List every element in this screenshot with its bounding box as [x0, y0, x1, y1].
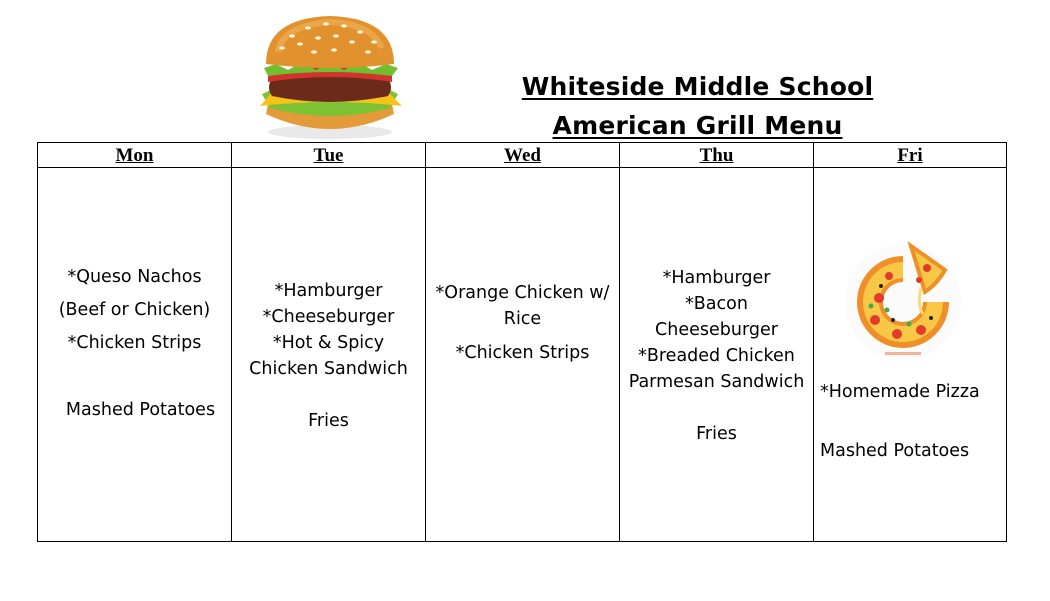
school-name: Whiteside Middle School — [521, 72, 874, 101]
thu-item: Parmesan Sandwich — [628, 372, 805, 392]
mon-item: *Queso Nachos — [67, 267, 202, 287]
day-header-thu: Thu — [620, 143, 813, 168]
wed-item: *Orange Chicken w/ — [435, 283, 610, 303]
tue-item: Chicken Sandwich — [249, 359, 408, 379]
column-divider — [813, 143, 814, 541]
fri-item: *Homemade Pizza — [820, 382, 980, 402]
tue-item: *Hamburger — [274, 281, 383, 301]
mon-item: *Chicken Strips — [67, 333, 202, 353]
day-header-tue: Tue — [232, 143, 425, 168]
fri-side: Mashed Potatoes — [820, 441, 970, 461]
day-header-mon: Mon — [38, 143, 231, 168]
day-header-wed: Wed — [426, 143, 619, 168]
mon-item: (Beef or Chicken) — [58, 300, 211, 320]
day-header-fri: Fri — [814, 143, 1006, 168]
mon-side: Mashed Potatoes — [65, 400, 216, 420]
wed-item: Rice — [503, 309, 542, 329]
tue-item: *Cheeseburger — [262, 307, 395, 327]
hamburger-image — [252, 12, 408, 142]
pizza-image — [841, 240, 965, 364]
thu-item: *Breaded Chicken — [638, 346, 795, 366]
tue-item: *Hot & Spicy — [272, 333, 385, 353]
thu-item: *Bacon — [685, 294, 748, 314]
tue-side: Fries — [308, 411, 349, 431]
wed-item: *Chicken Strips — [455, 343, 590, 363]
menu-title: American Grill Menu — [552, 111, 843, 140]
thu-side: Fries — [696, 424, 737, 444]
thu-item: *Hamburger — [662, 268, 771, 288]
thu-item: Cheeseburger — [655, 320, 778, 340]
